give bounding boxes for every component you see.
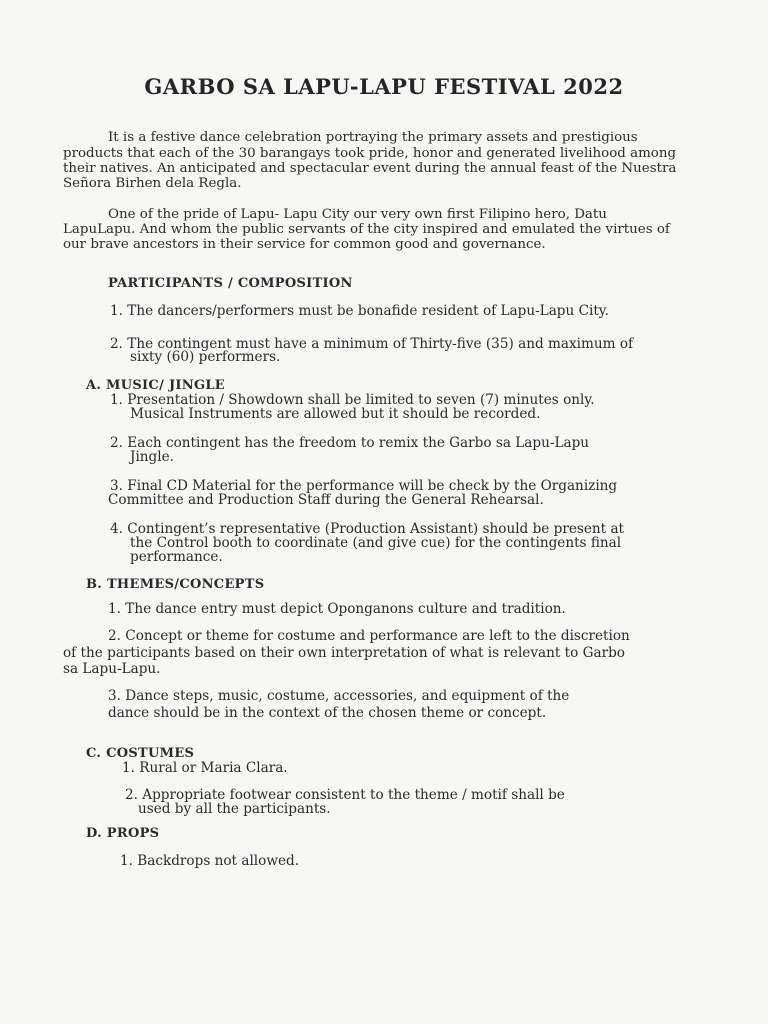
music-item-4-line-3: performance. bbox=[130, 549, 223, 565]
participants-heading: PARTICIPANTS / COMPOSITION bbox=[108, 276, 353, 291]
music-item-4-line-2: the Control booth to coordinate (and give cue) for the contingents final bbox=[130, 535, 622, 551]
themes-item-2-line-1: 2. Concept or theme for costume and performance are left to the discretion bbox=[108, 628, 630, 644]
themes-item-3-line-1: 3. Dance steps, music, costume, accessories, and equipment of the bbox=[108, 688, 570, 704]
music-heading: A. MUSIC/ JINGLE bbox=[86, 378, 226, 393]
participant-item-2-line-1: 2. The contingent must have a minimum of Thirty-five (35) and maximum of bbox=[110, 336, 634, 352]
intro-2-line-2: LapuLapu. And whom the public servants of the city inspired and emulated the virtues of bbox=[63, 222, 670, 237]
intro-1-line-3: their natives. An anticipated and spectacular event during the annual feast of the Nuestra bbox=[63, 161, 677, 176]
participant-item-2-line-2: sixty (60) performers. bbox=[130, 349, 281, 365]
costumes-heading: C. COSTUMES bbox=[86, 746, 195, 761]
document-title: GARBO SA LAPU-LAPU FESTIVAL 2022 bbox=[144, 74, 624, 99]
costumes-item-2-line-2: used by all the participants. bbox=[138, 801, 331, 817]
themes-item-1: 1. The dance entry must depict Oponganons culture and tradition. bbox=[108, 601, 566, 617]
intro-2-line-3: our brave ancestors in their service for common good and governance. bbox=[63, 237, 546, 252]
props-item-1: 1. Backdrops not allowed. bbox=[120, 853, 300, 869]
music-item-1-line-2: Musical Instruments are allowed but it should be recorded. bbox=[130, 406, 541, 422]
themes-item-2-line-3: sa Lapu-Lapu. bbox=[63, 661, 161, 677]
music-item-3-line-2: Committee and Production Staff during the General Rehearsal. bbox=[108, 492, 544, 508]
themes-item-2-line-2: of the participants based on their own interpretation of what is relevant to Garbo bbox=[63, 645, 625, 661]
intro-1-line-1: It is a festive dance celebration portraying the primary assets and prestigious bbox=[108, 130, 638, 145]
themes-heading: B. THEMES/CONCEPTS bbox=[86, 577, 265, 592]
props-heading: D. PROPS bbox=[86, 826, 160, 841]
intro-2-line-1: One of the pride of Lapu- Lapu City our very own first Filipino hero, Datu bbox=[108, 207, 607, 222]
themes-item-3-line-2: dance should be in the context of the chosen theme or concept. bbox=[108, 705, 547, 721]
costumes-item-1: 1. Rural or Maria Clara. bbox=[122, 760, 288, 776]
music-item-1-line-1: 1. Presentation / Showdown shall be limited to seven (7) minutes only. bbox=[110, 392, 595, 408]
intro-1-line-4: Señora Birhen dela Regla. bbox=[63, 176, 242, 191]
music-item-3-line-1: 3. Final CD Material for the performance will be check by the Organizing bbox=[110, 478, 618, 494]
music-item-2-line-2: Jingle. bbox=[130, 449, 174, 465]
intro-1-line-2: products that each of the 30 barangays took pride, honor and generated livelihood among bbox=[63, 146, 677, 161]
costumes-item-2-line-1: 2. Appropriate footwear consistent to the theme / motif shall be bbox=[125, 787, 565, 803]
music-item-4-line-1: 4. Contingent’s representative (Production Assistant) should be present at bbox=[110, 521, 625, 537]
music-item-2-line-1: 2. Each contingent has the freedom to remix the Garbo sa Lapu-Lapu bbox=[110, 435, 590, 451]
participant-item-1: 1. The dancers/performers must be bonafide resident of Lapu-Lapu City. bbox=[110, 303, 609, 319]
